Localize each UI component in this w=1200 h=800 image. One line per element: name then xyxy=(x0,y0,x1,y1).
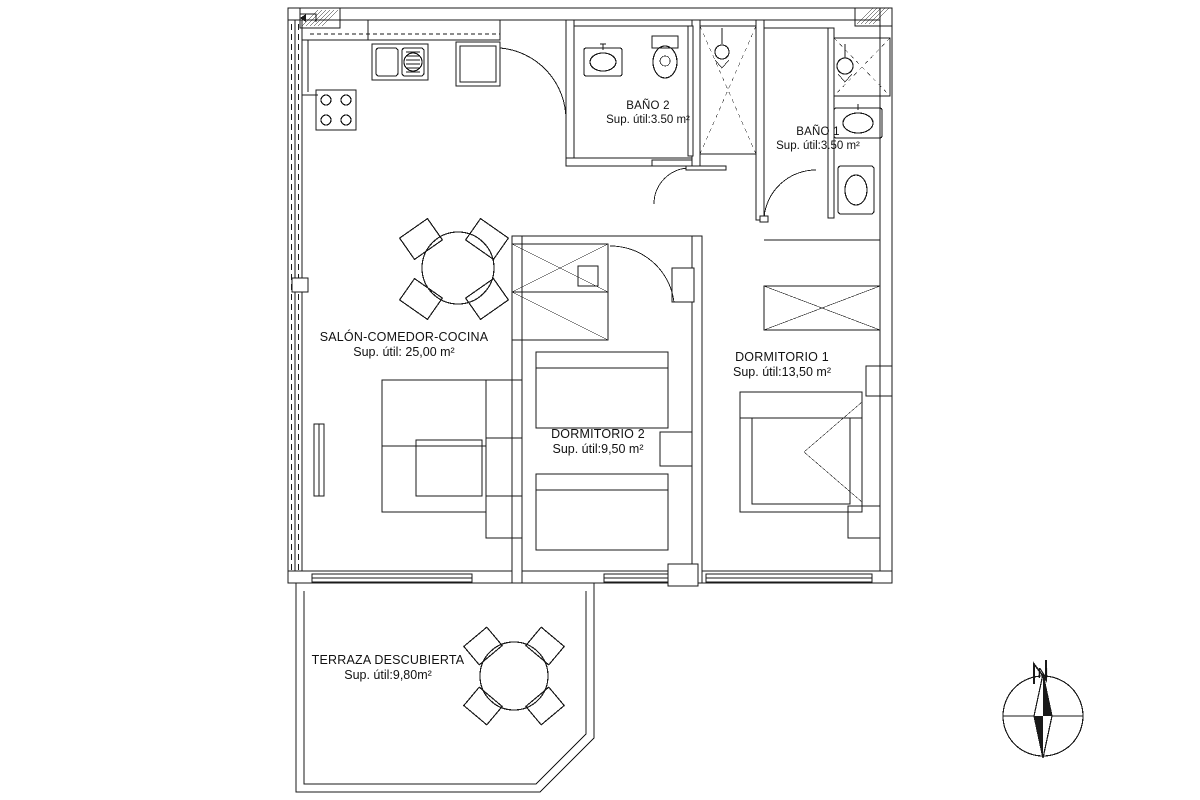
compass-north-letter: N xyxy=(1037,665,1049,682)
room-area: Sup. útil:3.50 m² xyxy=(776,140,860,152)
compass-label xyxy=(1037,666,1048,681)
room-area: Sup. útil:9,80m² xyxy=(344,668,432,682)
room-name: DORMITORIO 2 xyxy=(551,427,645,441)
room-area: Sup. útil: 25,00 m² xyxy=(353,345,455,359)
room-label-salon xyxy=(320,330,489,360)
room-label-dormitorio2 xyxy=(551,427,645,457)
room-name: DORMITORIO 1 xyxy=(735,350,829,364)
room-area: Sup. útil:3.50 m² xyxy=(606,114,690,126)
room-label-terraza xyxy=(312,653,465,683)
room-name: BAÑO 2 xyxy=(626,100,670,112)
room-label-bano1 xyxy=(776,125,860,153)
room-name: SALÓN-COMEDOR-COCINA xyxy=(319,330,489,344)
room-name: BAÑO 1 xyxy=(796,126,840,138)
room-name: TERRAZA DESCUBIERTA xyxy=(311,653,465,667)
room-area: Sup. útil:9,50 m² xyxy=(552,442,644,456)
room-area: Sup. útil:13,50 m² xyxy=(733,365,831,379)
room-label-dormitorio1 xyxy=(733,350,831,380)
room-label-bano2 xyxy=(606,99,690,127)
